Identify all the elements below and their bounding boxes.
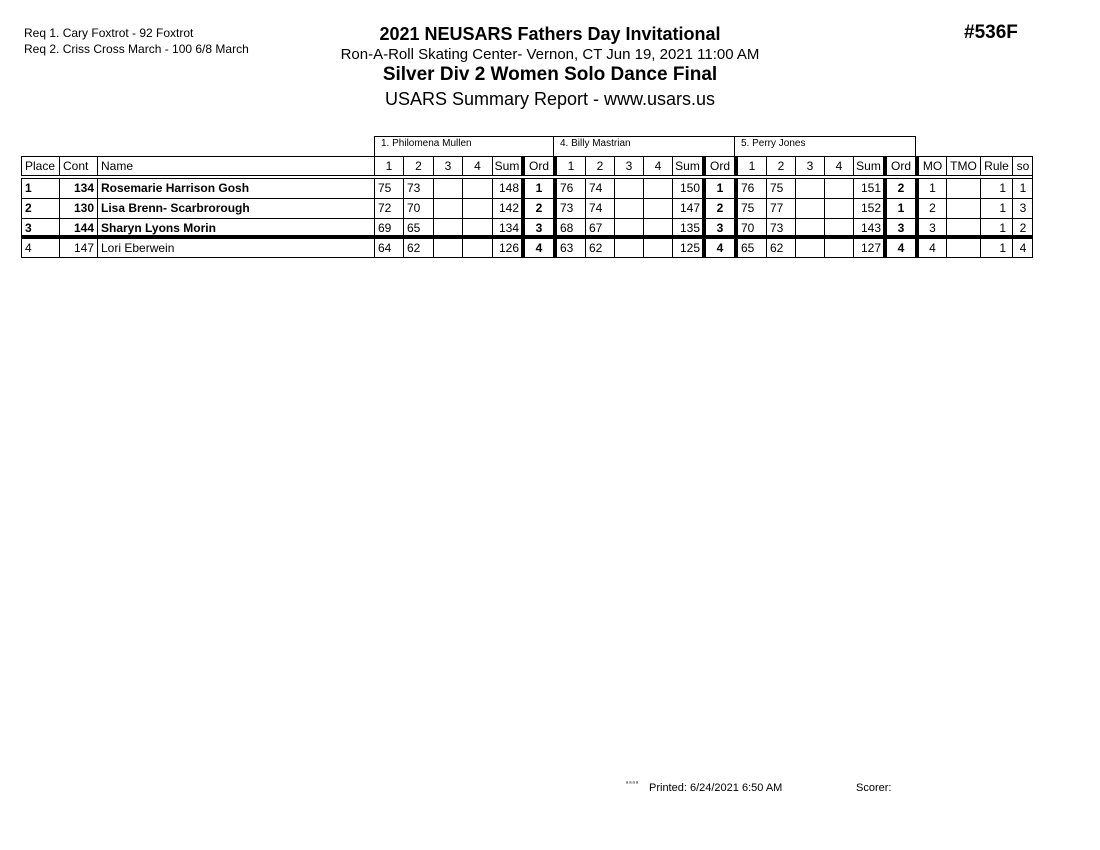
col-place: Place <box>21 156 59 176</box>
col-tmo: TMO <box>946 156 980 176</box>
j1-score-4 <box>462 198 492 218</box>
j2-score-1: 68 <box>553 218 585 238</box>
majority-ordinal: 4 <box>915 239 946 258</box>
j1-score-3 <box>433 178 462 198</box>
j3-sum: 127 <box>853 239 883 258</box>
col-j3-ord: Ord <box>883 156 915 176</box>
majority-ordinal: 2 <box>915 198 946 218</box>
j2-ordinal: 3 <box>702 218 734 238</box>
place: 1 <box>21 178 59 198</box>
col-j3-s4: 4 <box>824 156 853 176</box>
place: 3 <box>21 218 59 238</box>
j1-sum: 134 <box>492 218 521 238</box>
j2-ordinal: 2 <box>702 198 734 218</box>
rule: 1 <box>980 239 1012 258</box>
j1-score-2: 73 <box>403 178 433 198</box>
j1-sum: 126 <box>492 239 521 258</box>
j2-score-1: 63 <box>553 239 585 258</box>
footer-code: ᵃᵃᵃᵃ <box>626 781 639 787</box>
col-mo: MO <box>915 156 946 176</box>
j3-score-2: 73 <box>766 218 795 238</box>
report-title: USARS Summary Report - www.usars.us <box>384 89 716 109</box>
col-name: Name <box>97 156 374 176</box>
total-majority-ordinal <box>946 239 980 258</box>
competition-title: 2021 NEUSARS Fathers Day Invitational <box>379 24 721 44</box>
j2-score-4 <box>643 218 672 238</box>
j1-score-1: 69 <box>374 218 403 238</box>
col-j1-sum: Sum <box>492 156 521 176</box>
j1-score-3 <box>433 218 462 238</box>
j2-ordinal: 1 <box>702 178 734 198</box>
col-so: so <box>1012 156 1033 176</box>
j1-score-4 <box>462 239 492 258</box>
skater-name: Rosemarie Harrison Gosh <box>97 178 374 198</box>
col-j1-s3: 3 <box>433 156 462 176</box>
j1-score-1: 72 <box>374 198 403 218</box>
venue-line: Ron-A-Roll Skating Center- Vernon, CT Jun 19, 2021 11:00 AM <box>340 46 760 63</box>
col-j1-ord: Ord <box>521 156 553 176</box>
j3-ordinal: 2 <box>883 178 915 198</box>
j1-score-3 <box>433 198 462 218</box>
j1-score-3 <box>433 239 462 258</box>
j3-score-1: 75 <box>734 198 766 218</box>
judge-header-3: 5. Perry Jones <box>734 136 916 156</box>
j3-sum: 143 <box>853 218 883 238</box>
j1-score-2: 62 <box>403 239 433 258</box>
col-j2-s2: 2 <box>585 156 614 176</box>
j1-score-1: 64 <box>374 239 403 258</box>
col-j1-s1: 1 <box>374 156 403 176</box>
j2-score-2: 62 <box>585 239 614 258</box>
col-j3-s3: 3 <box>795 156 824 176</box>
j3-score-2: 77 <box>766 198 795 218</box>
j2-score-3 <box>614 218 643 238</box>
j2-score-1: 76 <box>553 178 585 198</box>
j1-sum: 148 <box>492 178 521 198</box>
j2-sum: 125 <box>672 239 702 258</box>
j3-ordinal: 1 <box>883 198 915 218</box>
contestant-number: 144 <box>59 218 97 238</box>
j3-score-1: 65 <box>734 239 766 258</box>
col-j2-s3: 3 <box>614 156 643 176</box>
majority-ordinal: 3 <box>915 218 946 238</box>
j3-sum: 151 <box>853 178 883 198</box>
skater-name: Sharyn Lyons Morin <box>97 218 374 238</box>
j3-ordinal: 4 <box>883 239 915 258</box>
col-cont: Cont <box>59 156 97 176</box>
j2-score-2: 74 <box>585 178 614 198</box>
total-majority-ordinal <box>946 198 980 218</box>
col-j3-s2: 2 <box>766 156 795 176</box>
j3-score-3 <box>795 198 824 218</box>
j1-score-4 <box>462 218 492 238</box>
j1-ordinal: 4 <box>521 239 553 258</box>
judge-header-2: 4. Billy Mastrian <box>553 136 735 156</box>
col-j3-s1: 1 <box>734 156 766 176</box>
j2-score-2: 74 <box>585 198 614 218</box>
j1-ordinal: 1 <box>521 178 553 198</box>
starting-order: 2 <box>1012 218 1033 238</box>
contestant-number: 147 <box>59 239 97 258</box>
j2-score-1: 73 <box>553 198 585 218</box>
j3-sum: 152 <box>853 198 883 218</box>
printed-timestamp: Printed: 6/24/2021 6:50 AM <box>649 782 783 794</box>
j3-score-4 <box>824 198 853 218</box>
j2-sum: 150 <box>672 178 702 198</box>
rule: 1 <box>980 218 1012 238</box>
starting-order: 3 <box>1012 198 1033 218</box>
j1-score-2: 70 <box>403 198 433 218</box>
total-majority-ordinal <box>946 218 980 238</box>
requirement-1: Req 1. Cary Foxtrot - 92 Foxtrot <box>24 26 194 40</box>
j2-score-3 <box>614 178 643 198</box>
col-rule: Rule <box>980 156 1012 176</box>
j1-score-4 <box>462 178 492 198</box>
starting-order: 4 <box>1012 239 1033 258</box>
rule: 1 <box>980 178 1012 198</box>
scorer-label: Scorer: <box>856 782 892 794</box>
j1-ordinal: 3 <box>521 218 553 238</box>
j1-ordinal: 2 <box>521 198 553 218</box>
col-j1-s4: 4 <box>462 156 492 176</box>
j3-ordinal: 3 <box>883 218 915 238</box>
j2-ordinal: 4 <box>702 239 734 258</box>
j2-score-3 <box>614 198 643 218</box>
event-title: Silver Div 2 Women Solo Dance Final <box>382 64 718 85</box>
j1-score-2: 65 <box>403 218 433 238</box>
j1-score-1: 75 <box>374 178 403 198</box>
event-number: #536F <box>964 22 1018 43</box>
judge-header-1: 1. Philomena Mullen <box>374 136 554 156</box>
col-j2-sum: Sum <box>672 156 702 176</box>
j2-score-2: 67 <box>585 218 614 238</box>
j2-sum: 135 <box>672 218 702 238</box>
place: 2 <box>21 198 59 218</box>
starting-order: 1 <box>1012 178 1033 198</box>
col-j1-s2: 2 <box>403 156 433 176</box>
j3-score-2: 75 <box>766 178 795 198</box>
j3-score-1: 76 <box>734 178 766 198</box>
j3-score-4 <box>824 178 853 198</box>
skater-name: Lori Eberwein <box>97 239 374 258</box>
j3-score-1: 70 <box>734 218 766 238</box>
j2-score-3 <box>614 239 643 258</box>
requirement-2: Req 2. Criss Cross March - 100 6/8 March <box>24 42 249 56</box>
j1-sum: 142 <box>492 198 521 218</box>
majority-ordinal: 1 <box>915 178 946 198</box>
j3-score-3 <box>795 218 824 238</box>
j2-score-4 <box>643 239 672 258</box>
j3-score-3 <box>795 239 824 258</box>
col-j2-ord: Ord <box>702 156 734 176</box>
contestant-number: 134 <box>59 178 97 198</box>
j2-sum: 147 <box>672 198 702 218</box>
skater-name: Lisa Brenn- Scarbrorough <box>97 198 374 218</box>
rule: 1 <box>980 198 1012 218</box>
contestant-number: 130 <box>59 198 97 218</box>
col-j3-sum: Sum <box>853 156 883 176</box>
total-majority-ordinal <box>946 178 980 198</box>
j3-score-3 <box>795 178 824 198</box>
place: 4 <box>21 239 59 258</box>
j2-score-4 <box>643 178 672 198</box>
j2-score-4 <box>643 198 672 218</box>
col-j2-s1: 1 <box>553 156 585 176</box>
j3-score-4 <box>824 218 853 238</box>
j3-score-2: 62 <box>766 239 795 258</box>
j3-score-4 <box>824 239 853 258</box>
col-j2-s4: 4 <box>643 156 672 176</box>
